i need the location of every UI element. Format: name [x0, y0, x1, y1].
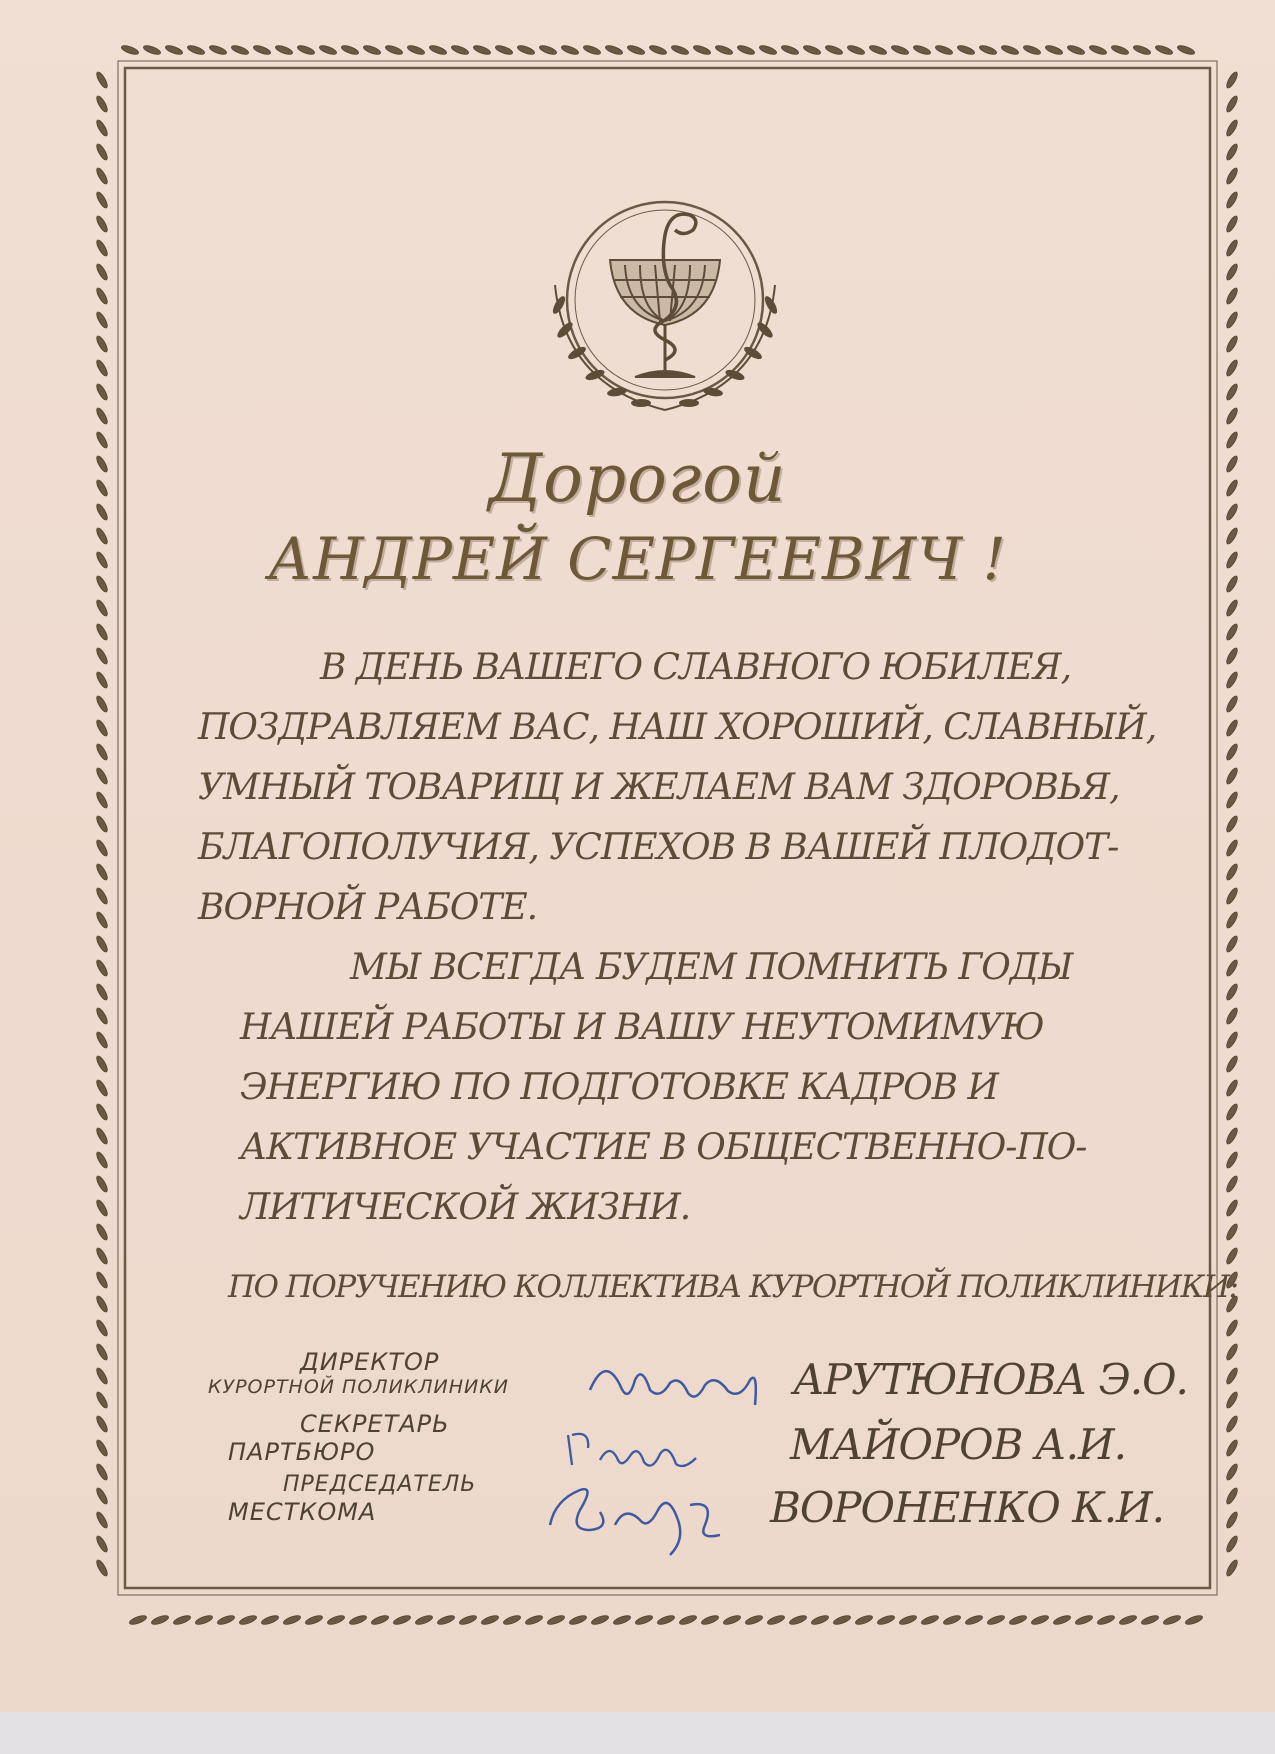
border-leaf	[1225, 983, 1240, 1002]
handwritten-signature-1	[580, 1345, 780, 1425]
body-line: УМНЫЙ ТОВАРИЩ И ЖЕЛАЕМ ВАМ ЗДОРОВЬЯ,	[198, 767, 1120, 808]
border-leaf	[1030, 1614, 1049, 1626]
border-leaf	[238, 1614, 257, 1626]
border-leaf	[1162, 1614, 1181, 1626]
border-leaf	[538, 44, 557, 56]
border-leaf	[942, 1614, 961, 1626]
border-leaf	[670, 44, 689, 56]
border-leaf	[95, 887, 110, 906]
scan-margin	[0, 1712, 1275, 1754]
border-leaf	[95, 1535, 110, 1554]
signatory-title: ПРЕДСЕДАТЕЛЬ	[283, 1472, 477, 1497]
border-leaf	[436, 1614, 455, 1626]
border-leaf	[95, 1319, 110, 1338]
border-leaf	[1225, 863, 1240, 882]
signatory-title: КУРОРТНОЙ ПОЛИКЛИНИКИ	[208, 1376, 509, 1398]
bowl-of-hygieia-icon	[515, 185, 815, 445]
border-leaf	[678, 1614, 697, 1626]
border-leaf	[95, 719, 110, 738]
border-leaf	[1225, 1415, 1240, 1434]
border-leaf	[832, 1614, 851, 1626]
border-leaf	[95, 1439, 110, 1458]
border-leaf	[95, 1199, 110, 1218]
border-leaf	[1225, 1103, 1240, 1122]
signatory-title: ПАРТБЮРО	[228, 1438, 376, 1466]
border-leaf	[216, 1614, 235, 1626]
border-leaf	[846, 44, 865, 56]
border-leaf	[95, 815, 110, 834]
border-leaf	[516, 44, 535, 56]
border-leaf	[810, 1614, 829, 1626]
border-leaf	[1088, 44, 1107, 56]
border-leaf	[406, 44, 425, 56]
border-leaf	[95, 599, 110, 618]
border-leaf	[95, 311, 110, 330]
border-leaf	[722, 1614, 741, 1626]
border-leaf	[95, 1175, 110, 1194]
border-leaf	[472, 44, 491, 56]
border-leaf	[1110, 44, 1129, 56]
signatory-title: МЕСТКОМА	[228, 1498, 377, 1526]
border-leaf	[854, 1614, 873, 1626]
border-leaf	[546, 1614, 565, 1626]
border-leaf	[1225, 1439, 1240, 1458]
border-leaf	[604, 44, 623, 56]
border-leaf	[362, 44, 381, 56]
border-leaf	[296, 44, 315, 56]
border-leaf	[1225, 1463, 1240, 1482]
border-leaf	[95, 1223, 110, 1242]
border-leaf	[304, 1614, 323, 1626]
border-leaf	[1225, 911, 1240, 930]
border-leaf	[95, 767, 110, 786]
border-leaf	[392, 1614, 411, 1626]
border-leaf	[1140, 1614, 1159, 1626]
border-leaf	[95, 1367, 110, 1386]
border-leaf	[766, 1614, 785, 1626]
border-leaf	[95, 407, 110, 426]
border-leaf	[95, 695, 110, 714]
border-leaf	[95, 143, 110, 162]
border-leaf	[634, 1614, 653, 1626]
border-leaf	[95, 191, 110, 210]
signatory-name: МАЙОРОВ А.И.	[790, 1420, 1126, 1469]
border-leaf	[370, 1614, 389, 1626]
body-line: ЭНЕРГИЮ ПО ПОДГОТОВКЕ КАДРОВ И	[240, 1067, 998, 1108]
border-leaf	[714, 44, 733, 56]
border-leaf	[758, 44, 777, 56]
border-leaf	[524, 1614, 543, 1626]
border-leaf	[934, 44, 953, 56]
border-leaf	[326, 1614, 345, 1626]
body-line: МЫ ВСЕГДА БУДЕМ ПОМНИТЬ ГОДЫ	[350, 947, 1073, 988]
border-leaf	[1000, 44, 1019, 56]
border-leaf	[1225, 1151, 1240, 1170]
border-leaf	[95, 71, 110, 90]
border-leaf	[868, 44, 887, 56]
border-leaf	[318, 44, 337, 56]
border-leaf	[1225, 1247, 1240, 1266]
body-line: БЛАГОПОЛУЧИЯ, УСПЕХОВ В ВАШЕЙ ПЛОДОТ-	[198, 827, 1119, 868]
greeting-title: Дорогой	[488, 440, 787, 517]
border-leaf	[1225, 791, 1240, 810]
border-leaf	[1225, 359, 1240, 378]
border-leaf	[626, 44, 645, 56]
border-leaf	[186, 44, 205, 56]
border-leaf	[348, 1614, 367, 1626]
border-leaf	[120, 44, 139, 56]
border-leaf	[1225, 95, 1240, 114]
border-leaf	[890, 44, 909, 56]
border-leaf	[95, 383, 110, 402]
border-leaf	[194, 1614, 213, 1626]
body-line: В ДЕНЬ ВАШЕГО СЛАВНОГО ЮБИЛЕЯ,	[320, 647, 1072, 688]
border-leaf	[1225, 839, 1240, 858]
border-leaf	[1225, 1223, 1240, 1242]
border-leaf	[612, 1614, 631, 1626]
border-leaf	[1225, 1367, 1240, 1386]
border-leaf	[1225, 1343, 1240, 1362]
border-leaf	[274, 44, 293, 56]
border-leaf	[164, 44, 183, 56]
border-leaf	[1225, 1007, 1240, 1026]
border-leaf	[1225, 383, 1240, 402]
border-leaf	[1225, 119, 1240, 138]
border-leaf	[95, 239, 110, 258]
border-leaf	[1008, 1614, 1027, 1626]
border-leaf	[95, 671, 110, 690]
border-leaf	[956, 44, 975, 56]
border-leaf	[95, 839, 110, 858]
border-leaf	[912, 44, 931, 56]
signatory-name: ВОРОНЕНКО К.И.	[770, 1483, 1165, 1532]
border-leaf	[876, 1614, 895, 1626]
border-leaf	[692, 44, 711, 56]
border-leaf	[1225, 1127, 1240, 1146]
border-leaf	[1225, 287, 1240, 306]
border-leaf	[568, 1614, 587, 1626]
border-leaf	[560, 44, 579, 56]
border-leaf	[898, 1614, 917, 1626]
border-leaf	[1225, 1079, 1240, 1098]
border-leaf	[384, 44, 403, 56]
border-leaf	[1225, 335, 1240, 354]
body-line: ЛИТИЧЕСКОЙ ЖИЗНИ.	[240, 1187, 691, 1228]
border-leaf	[1225, 719, 1240, 738]
border-leaf	[414, 1614, 433, 1626]
border-leaf	[986, 1614, 1005, 1626]
border-leaf	[95, 1247, 110, 1266]
border-leaf	[95, 287, 110, 306]
border-leaf	[1225, 623, 1240, 642]
border-leaf	[1184, 1614, 1203, 1626]
border-leaf	[95, 983, 110, 1002]
border-leaf	[1225, 599, 1240, 618]
border-leaf	[1225, 407, 1240, 426]
border-leaf	[95, 335, 110, 354]
border-leaf	[978, 44, 997, 56]
border-leaf	[788, 1614, 807, 1626]
border-leaf	[1225, 311, 1240, 330]
border-leaf	[1066, 44, 1085, 56]
border-leaf	[920, 1614, 939, 1626]
border-leaf	[142, 44, 161, 56]
body-line: НАШЕЙ РАБОТЫ И ВАШУ НЕУТОМИМУЮ	[240, 1007, 1044, 1048]
border-leaf	[208, 44, 227, 56]
border-leaf	[95, 1127, 110, 1146]
border-leaf	[1022, 44, 1041, 56]
border-leaf	[252, 44, 271, 56]
border-leaf	[1225, 767, 1240, 786]
border-leaf	[95, 1559, 110, 1578]
border-leaf	[1225, 239, 1240, 258]
border-leaf	[1225, 815, 1240, 834]
border-leaf	[128, 1614, 147, 1626]
body-line: ВОРНОЙ РАБОТЕ.	[198, 887, 538, 928]
border-leaf	[1225, 647, 1240, 666]
border-leaf	[230, 44, 249, 56]
border-leaf	[700, 1614, 719, 1626]
border-leaf	[1074, 1614, 1093, 1626]
border-leaf	[95, 119, 110, 138]
border-leaf	[1225, 959, 1240, 978]
border-leaf	[1225, 1175, 1240, 1194]
border-leaf	[95, 959, 110, 978]
border-leaf	[1118, 1614, 1137, 1626]
border-leaf	[1225, 671, 1240, 690]
border-leaf	[428, 44, 447, 56]
border-leaf	[95, 935, 110, 954]
border-leaf	[95, 1463, 110, 1482]
border-leaf	[1225, 1391, 1240, 1410]
border-leaf	[1225, 215, 1240, 234]
border-leaf	[1225, 1535, 1240, 1554]
border-leaf	[95, 647, 110, 666]
border-leaf	[1154, 44, 1173, 56]
border-leaf	[95, 791, 110, 810]
border-leaf	[1225, 1559, 1240, 1578]
border-leaf	[1225, 167, 1240, 186]
border-leaf	[95, 863, 110, 882]
border-leaf	[1225, 143, 1240, 162]
border-leaf	[582, 44, 601, 56]
border-leaf	[95, 1151, 110, 1170]
border-leaf	[95, 215, 110, 234]
border-leaf	[95, 263, 110, 282]
border-leaf	[282, 1614, 301, 1626]
border-leaf	[1225, 1487, 1240, 1506]
border-leaf	[95, 1031, 110, 1050]
border-leaf	[780, 44, 799, 56]
border-leaf	[95, 1415, 110, 1434]
border-leaf	[1225, 1031, 1240, 1050]
border-leaf	[1225, 263, 1240, 282]
border-leaf	[648, 44, 667, 56]
border-leaf	[95, 1007, 110, 1026]
border-leaf	[1225, 695, 1240, 714]
signatory-title: ДИРЕКТОР	[300, 1348, 440, 1376]
signatory-title: СЕКРЕТАРЬ	[300, 1410, 450, 1438]
border-leaf	[1044, 44, 1063, 56]
border-leaf	[95, 95, 110, 114]
border-leaf	[824, 44, 843, 56]
handwritten-signature-3	[540, 1470, 740, 1565]
border-leaf	[502, 1614, 521, 1626]
border-leaf	[95, 1487, 110, 1506]
border-leaf	[450, 44, 469, 56]
border-leaf	[95, 1103, 110, 1122]
border-leaf	[340, 44, 359, 56]
border-leaf	[1052, 1614, 1071, 1626]
border-leaf	[1096, 1614, 1115, 1626]
border-leaf	[1225, 71, 1240, 90]
border-leaf	[95, 1343, 110, 1362]
border-leaf	[1225, 935, 1240, 954]
border-leaf	[1176, 44, 1195, 56]
body-line: ПОЗДРАВЛЯЕМ ВАС, НАШ ХОРОШИЙ, СЛАВНЫЙ,	[198, 707, 1157, 748]
border-leaf	[95, 1271, 110, 1290]
border-leaf	[1225, 1511, 1240, 1530]
border-leaf	[744, 1614, 763, 1626]
border-leaf	[95, 911, 110, 930]
border-leaf	[1225, 887, 1240, 906]
border-leaf	[172, 1614, 191, 1626]
border-leaf	[1225, 743, 1240, 762]
border-leaf	[1225, 1055, 1240, 1074]
border-leaf	[964, 1614, 983, 1626]
greeting-name: АНДРЕЙ СЕРГЕЕВИЧ !	[268, 525, 1007, 593]
border-leaf	[736, 44, 755, 56]
border-leaf	[95, 743, 110, 762]
border-leaf	[95, 1295, 110, 1314]
border-leaf	[95, 1055, 110, 1074]
border-leaf	[1225, 191, 1240, 210]
border-leaf	[95, 359, 110, 378]
border-leaf	[590, 1614, 609, 1626]
border-leaf	[1225, 1199, 1240, 1218]
on-behalf-line: ПО ПОРУЧЕНИЮ КОЛЛЕКТИВА КУРОРТНОЙ ПОЛИКЛИНИКИ:	[228, 1269, 1238, 1305]
border-leaf	[802, 44, 821, 56]
border-leaf	[95, 623, 110, 642]
body-line: АКТИВНОЕ УЧАСТИЕ В ОБЩЕСТВЕННО-ПО-	[240, 1127, 1087, 1168]
border-leaf	[1132, 44, 1151, 56]
signatory-name: АРУТЮНОВА Э.О.	[793, 1355, 1188, 1404]
border-leaf	[95, 1511, 110, 1530]
border-leaf	[458, 1614, 477, 1626]
border-leaf	[1225, 1319, 1240, 1338]
border-leaf	[95, 1391, 110, 1410]
border-leaf	[95, 1079, 110, 1098]
border-leaf	[494, 44, 513, 56]
border-leaf	[656, 1614, 675, 1626]
border-leaf	[480, 1614, 499, 1626]
border-leaf	[95, 167, 110, 186]
border-leaf	[260, 1614, 279, 1626]
border-leaf	[150, 1614, 169, 1626]
